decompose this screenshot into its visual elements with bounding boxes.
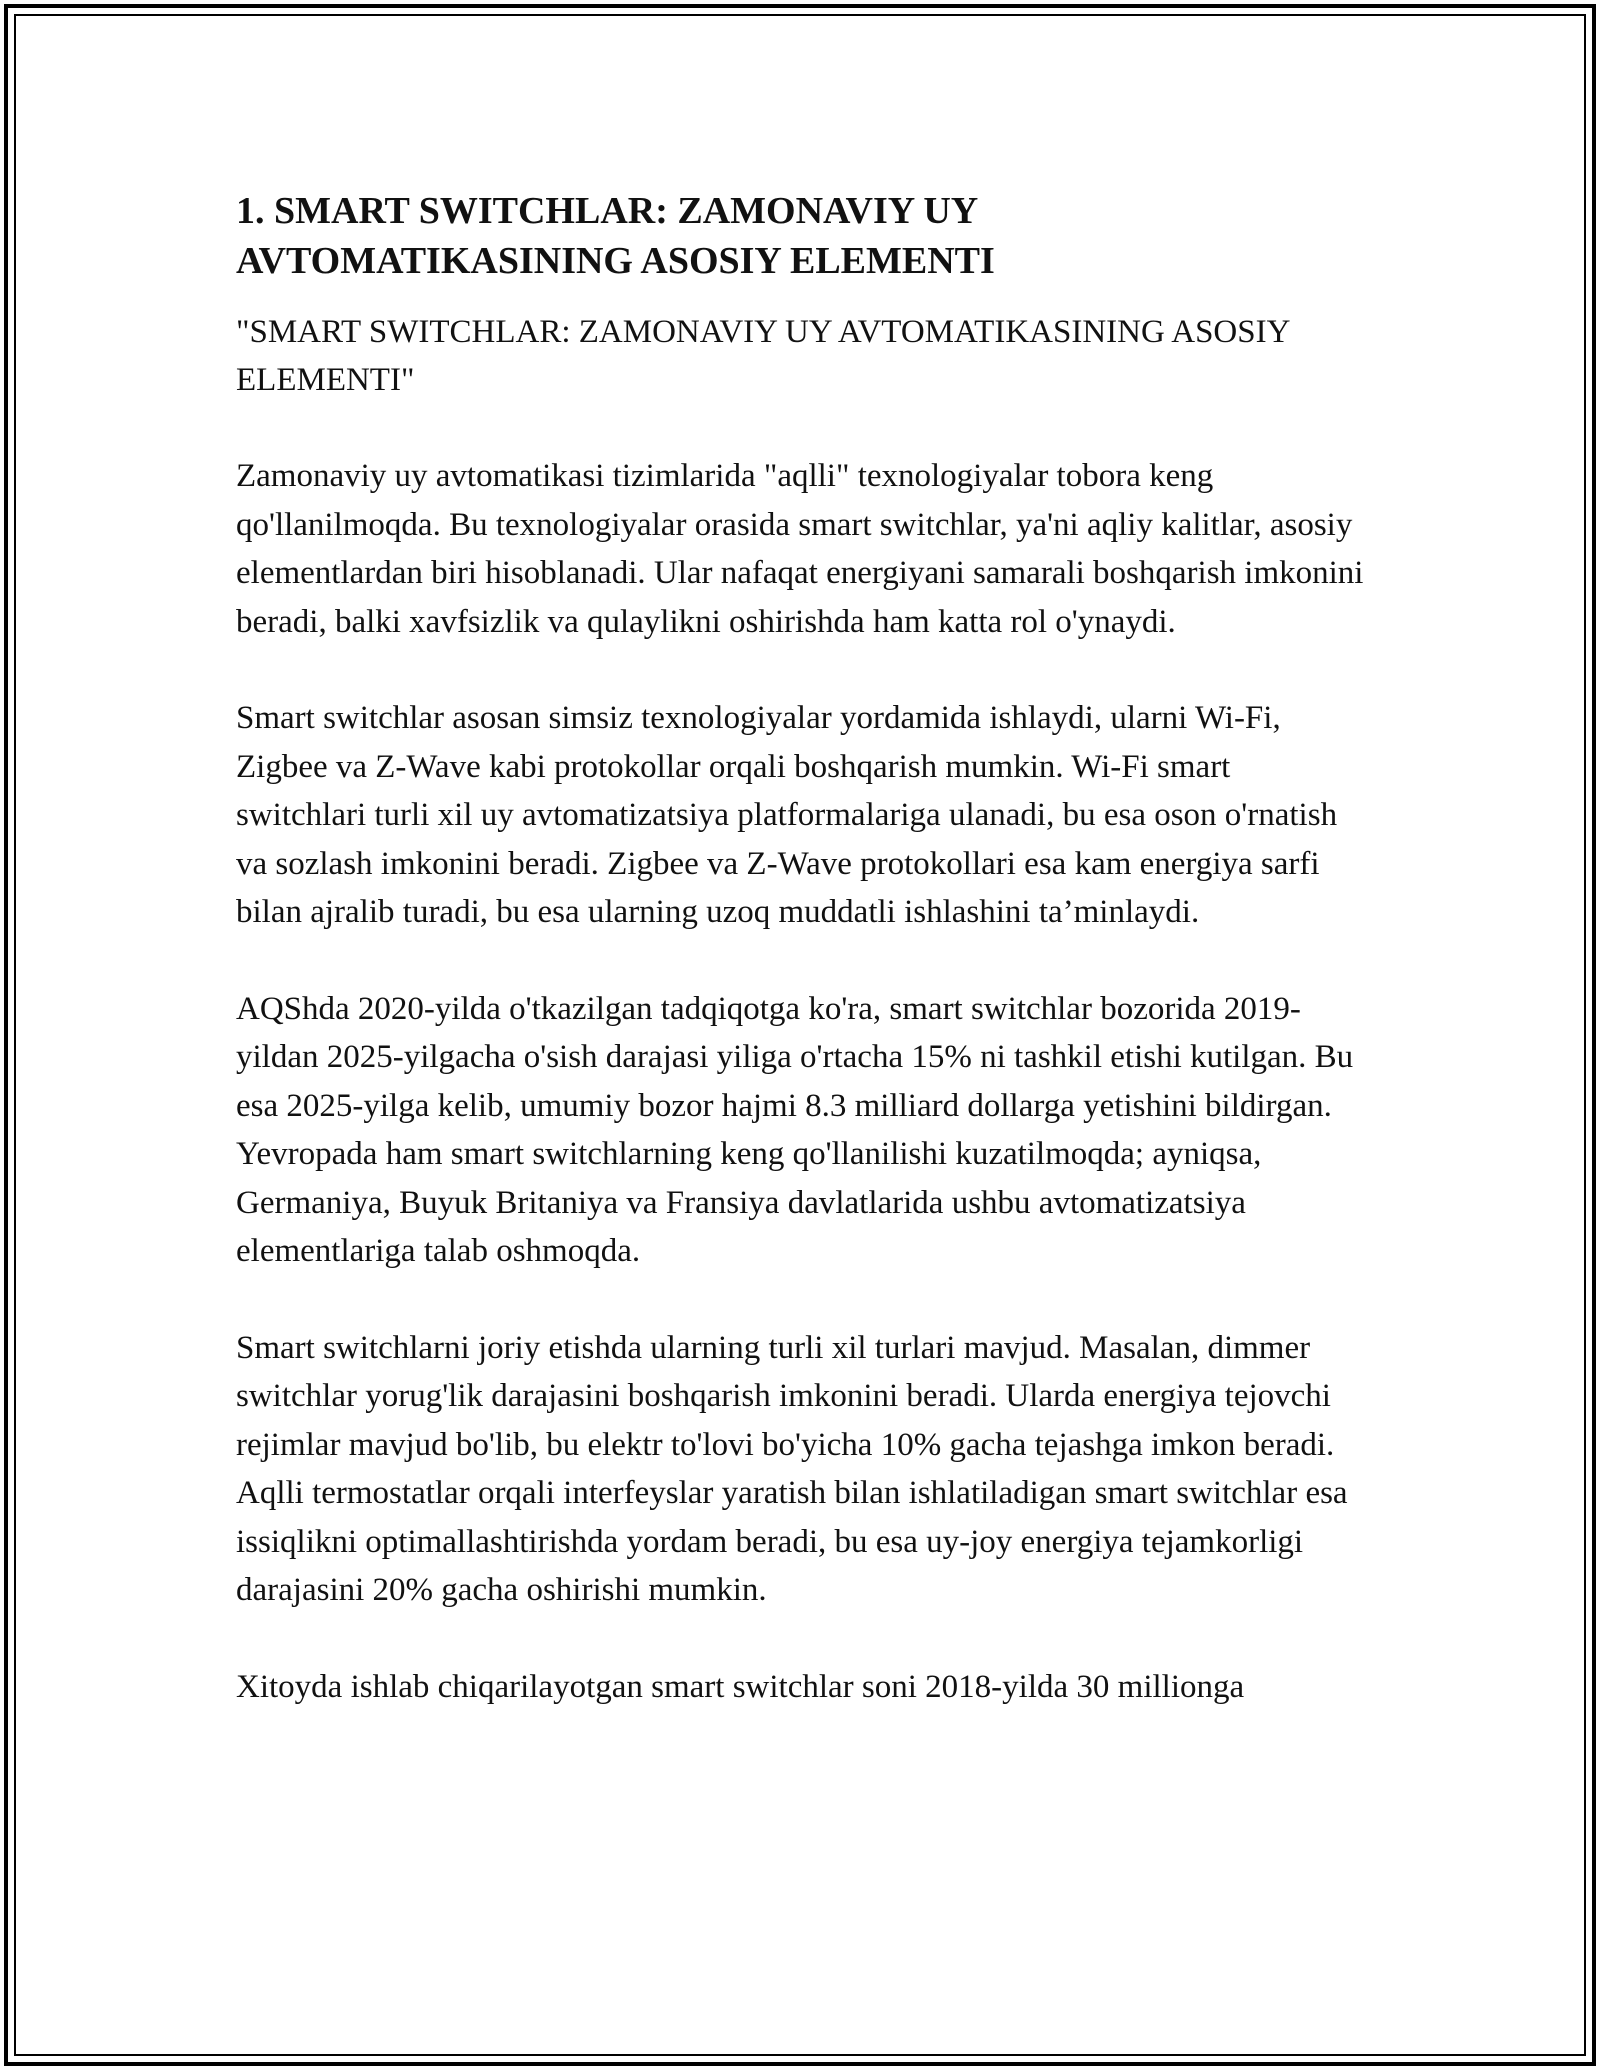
paragraph-4: Smart switchlarni joriy etishda ularning turli xil turlari mavjud. Masalan, dimmer switchlar yorug'lik darajasini boshqarish imkonini beradi. Ularda energiya tejovchi rejimlar mavjud bo'lib, bu elektr to'lovi bo'yicha 10% gacha tejashga imkon beradi. Aqlli termostatlar orqali interfeyslar yaratish bilan ishlatiladigan smart switchlar esa issiqlikni optimallashtirishda yordam beradi, bu esa uy-joy energiya tejamkorligi darajasini 20% gacha oshirishi mumkin. <box>236 1329 1348 1608</box>
quoted-title: "SMART SWITCHLAR: ZAMONAVIY UY AVTOMATIKASINING ASOSIY ELEMENTI" <box>236 314 1290 398</box>
paragraph-3: AQShda 2020-yilda o'tkazilgan tadqiqotga ko'ra, smart switchlar bozorida 2019-yildan 2025-yilgacha o'sish darajasi yiliga o'rtacha 15% ni tashkil etishi kutilgan. Bu esa 2025-yilga kelib, umumiy bozor hajmi 8.3 milliard dollarga yetishini bildirgan. Yevropada ham smart switchlarning keng qo'llanilishi kuzatilmoqda; ayniqsa, Germaniya, Buyuk Britaniya va Fransiya davlatlarida ushbu avtomatizatsiya elementlariga talab oshmoqda. <box>236 990 1354 1269</box>
paragraph-5: Xitoyda ishlab chiqarilayotgan smart switchlar soni 2018-yilda 30 millionga <box>236 1668 1245 1705</box>
section-heading: 1. SMART SWITCHLAR: ZAMONAVIY UY AVTOMATIKASINING ASOSIY ELEMENTI <box>236 190 995 282</box>
paragraph-2: Smart switchlar asosan simsiz texnologiyalar yordamida ishlaydi, ularni Wi-Fi, Zigbee va Z-Wave kabi protokollar orqali boshqarish mumkin. Wi-Fi smart switchlari turli xil uy avtomatizatsiya platformalariga ulanadi, bu esa oson o'rnatish va sozlash imkonini beradi. Zigbee va Z-Wave protokollari esa kam energiya sarfi bilan ajralib turadi, bu esa ularning uzoq muddatli ishlashini ta’minlaydi. <box>236 700 1338 930</box>
paragraph-1: Zamonaviy uy avtomatikasi tizimlarida "aqlli" texnologiyalar tobora keng qo'llanilmoqda. Bu texnologiyalar orasida smart switchlar, ya'ni aqliy kalitlar, asosiy elementlardan biri hisoblanadi. Ular nafaqat energiyani samarali boshqarish imkonini beradi, balki xavfsizlik va qulaylikni oshirishda ham katta rol o'ynaydi. <box>236 458 1364 640</box>
document-body <box>236 186 1364 1711</box>
